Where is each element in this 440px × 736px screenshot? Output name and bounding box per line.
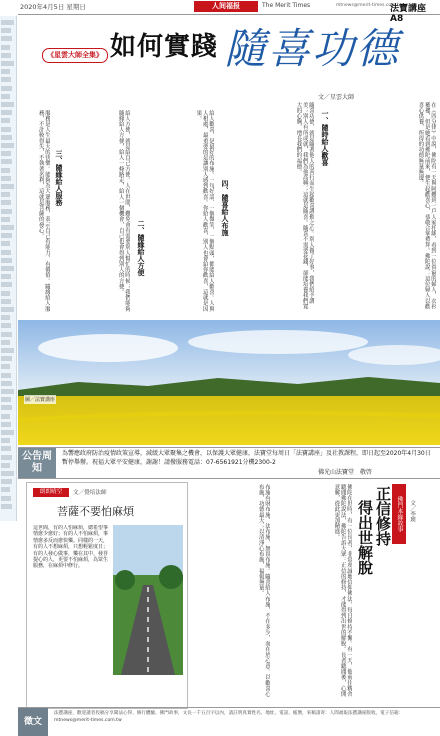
article-column-4: 給人方便，就是給自己方便。人在世間，難免會有需要別人幫忙的時候；我們能夠隨緣給人方便，給人一條路走，給人一個機會，自己也會得到別人的方便。 xyxy=(117,110,130,312)
margin-ad-line xyxy=(1,307,14,312)
story-title-line1: 正信修持 xyxy=(374,486,392,546)
margin-ad-line xyxy=(1,381,12,386)
margin-ad-line xyxy=(1,463,10,468)
publication-name: The Merit Times xyxy=(262,2,311,9)
margin-ad-line xyxy=(1,282,12,287)
margin-ad-line xyxy=(1,266,14,271)
margin-ad-line xyxy=(1,438,10,443)
margin-ad-line xyxy=(1,356,12,361)
margin-ad-line xyxy=(1,323,11,328)
margin-ad-line xyxy=(1,446,11,451)
margin-ad-line xyxy=(1,143,14,148)
margin-ad-line xyxy=(1,53,11,58)
margin-ad-line xyxy=(1,504,12,509)
margin-ad-line xyxy=(1,315,10,320)
margin-ad-line xyxy=(1,77,11,82)
margin-ad-line xyxy=(1,348,14,353)
article-column-3: 給人歡喜，是最好的布施。一句好話、一個微笑、一個點頭，都能給人歡喜。人與人相處，最重要的是讓別人感到歡喜。你給人歡喜，別人也會給你歡喜，這就是因果。 xyxy=(195,110,214,312)
margin-ad-line xyxy=(1,45,10,50)
margin-ad-line xyxy=(1,471,14,476)
page-header xyxy=(18,0,440,24)
notice-bar xyxy=(18,447,440,479)
margin-ad-line xyxy=(1,414,10,419)
notice-label: 公告周知 xyxy=(18,448,56,478)
subhead-1: 一、隨時給人歡喜 xyxy=(321,110,329,166)
article-title-art: 隨喜功德 xyxy=(224,24,401,73)
website: mtnews@merit-times.com.tw xyxy=(336,3,403,8)
footer-bar xyxy=(18,707,440,736)
margin-ad-line xyxy=(1,291,10,296)
story-body-continued: 布施有財布施、法布施、無畏布施。隨喜給人布施，不在多少，而在於心意。以歡喜心布施，功德最大；以清淨心布施，福報無量。 xyxy=(257,484,270,697)
margin-ad-line xyxy=(1,274,11,279)
margin-ad-line xyxy=(1,69,10,74)
footer-label: 徵文 xyxy=(18,708,48,736)
margin-ad-line xyxy=(1,487,10,492)
margin-ad-line xyxy=(1,340,10,345)
margin-ad-line xyxy=(1,422,11,427)
margin-ad-line xyxy=(1,20,14,25)
column-category: 朗朗晴空 xyxy=(33,488,69,497)
column-box xyxy=(26,482,188,709)
margin-ad-line xyxy=(1,94,10,99)
article-title: 如何實踐 xyxy=(110,32,219,62)
margin-ad-line xyxy=(1,233,12,238)
margin-ad-line xyxy=(1,397,11,402)
series-tag: 《星雲大師全集》 xyxy=(42,48,108,63)
notice-signature: 佛光山法寶堂 敬啓 xyxy=(318,469,373,476)
issue-date: 2020年4月5日 星期日 xyxy=(20,3,86,11)
left-margin-strip xyxy=(0,16,17,521)
margin-ad-line xyxy=(1,430,14,435)
margin-ad-line xyxy=(1,389,14,394)
margin-ad-line xyxy=(1,455,12,460)
margin-ad-line xyxy=(1,200,11,205)
margin-ad-line xyxy=(1,332,12,337)
footer-text: 法寶講座，歡迎讀者投稿分享聞法心得、修行體驗、佛門故事，文長一千五百字以內，請註明真實姓名、地址、電話、帳號，來稿請寄：人間福報法寶講座版收。電子信箱：mtnews@merit-times.com.tw xyxy=(54,711,404,723)
margin-ad-line xyxy=(1,110,12,115)
canola-field-photo xyxy=(18,320,440,445)
article-column-2: 隨喜功德，就是隨著他人的善行而生起歡喜讚歎之心。別人做了好事，我們給予讚美；別人有所成就，我們為他高興；這就是隨喜。隨喜不需要花錢，卻能培養我們寬大的心胸，增長我們的福德。 xyxy=(295,102,314,310)
notice-text: 為響應政府防治疫情政策宣導，減緩大眾聚集之機會，以保護大眾健康，法寶堂每周日「法寶講座」及社教課程，即日起至2020年4月30日暫停舉辦。祝福大眾平安健康，謝謝！請撥服務電話：07-6561921分機2300-2 xyxy=(62,450,431,466)
margin-ad-line xyxy=(1,192,10,197)
story-byline: 文／李瑛 xyxy=(409,500,415,523)
margin-ad-line xyxy=(1,151,11,156)
photo-caption: 圖／法寶講座 xyxy=(25,397,56,403)
margin-ad-line xyxy=(1,299,11,304)
column-title: 菩薩不要怕麻煩 xyxy=(57,505,134,518)
story-category: 佛門本緣故事 xyxy=(392,484,406,544)
newspaper-logo: 人间福报 xyxy=(194,1,258,12)
margin-ad-line xyxy=(1,258,12,263)
story-body: 佛陀在世時，有一位長者，非常虔誠地信仰佛法，每日修持不懈。有一天，他前往精舍聽聞佛陀說法，佛陀告訴大眾：正信的修持，才能得到出世的解脫。長者聽聞後，心開意解，從此更加精進。 xyxy=(333,484,352,697)
margin-ad-line xyxy=(1,176,11,181)
margin-ad-line xyxy=(1,61,14,66)
margin-ad-line xyxy=(1,405,12,410)
margin-ad-line xyxy=(1,118,10,123)
margin-ad-line xyxy=(1,364,10,369)
margin-ad-line xyxy=(1,250,11,255)
margin-ad-line xyxy=(1,217,10,222)
margin-ad-line xyxy=(1,127,11,132)
margin-ad-line xyxy=(1,241,10,246)
article-column-1: 在《四分律》中說，佛陀有一天與阿難到一戶人家托缽，看到一位貧窮的婦人，衣衫襤褸，但是她看到佛陀前來，便生起歡喜心，恭敬合掌禮拜。佛陀說：這位婦人以歡喜心供養，所得的功德無量無邊。 xyxy=(417,102,436,310)
margin-ad-line xyxy=(1,209,12,214)
margin-ad-line xyxy=(1,496,11,501)
margin-ad-line xyxy=(1,479,12,484)
margin-ad-line xyxy=(1,135,12,140)
section-label: 法寶講座 A8 xyxy=(390,4,427,24)
column-byline: 文／覺培法師 xyxy=(73,490,107,496)
margin-ad-line xyxy=(1,102,14,107)
margin-ad-line xyxy=(1,86,12,91)
subhead-3: 三、隨緣給人服務 xyxy=(55,150,63,206)
article-byline: 文／星雲大師 xyxy=(318,94,355,101)
margin-ad-line xyxy=(1,36,12,41)
margin-ad-line xyxy=(1,28,11,33)
margin-ad-line xyxy=(1,159,12,164)
margin-ad-line xyxy=(1,184,14,189)
road-photo xyxy=(113,525,183,675)
subhead-2: 二、隨緣給人方便 xyxy=(137,220,145,276)
story-title-line2: 得出世解脫 xyxy=(356,500,374,575)
margin-ad-line xyxy=(1,225,14,230)
margin-ad-line xyxy=(1,168,10,173)
subhead-4: 四、隨喜給人布施 xyxy=(221,180,229,236)
article-column-5: 服務是人生最大的快樂。能夠為大眾服務，表示自己有能力、有價值。隨緣給人服務，不計較得失，不執著名利，這就是菩薩的發心。 xyxy=(37,110,50,312)
column-body: 這世間，有的人怕麻煩，總希望事情愈少愈好；有的人不怕麻煩，事情愈多反而愈快樂。同樣的一天，有的人不想麻煩，只想輕鬆度日；有的人發心做事，樂在其中。發菩提心的人，更要不怕麻煩，為眾生服務，在麻煩中修行。 xyxy=(33,525,109,570)
margin-ad-line xyxy=(1,373,11,378)
